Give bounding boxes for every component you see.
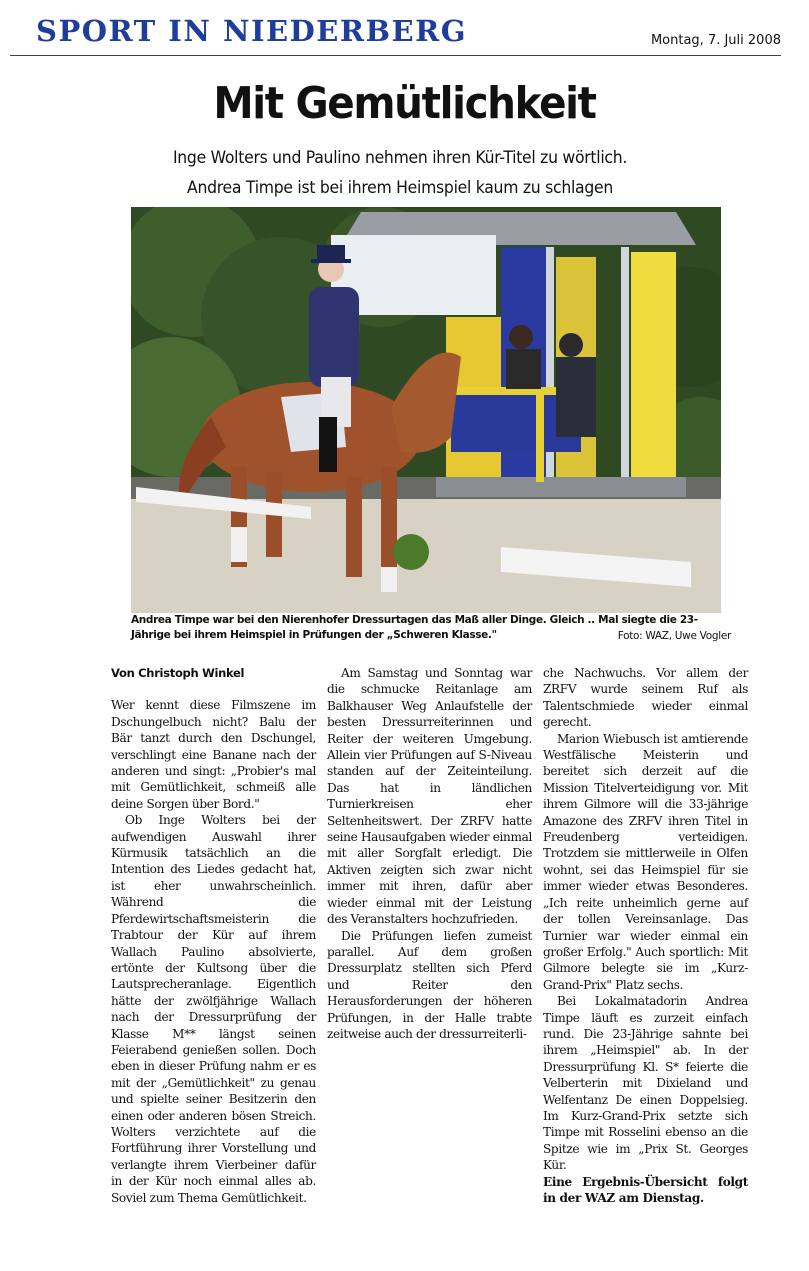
header-rule xyxy=(10,55,781,56)
article-closing-note: Eine Ergebnis-Übersicht folgt in der WAZ am Dienstag. xyxy=(543,1174,748,1205)
article-paragraph: Bei Lokalmatadorin Andrea Timpe läuft es zurzeit einfach rund. Die 23-Jährige sahnte bei ihrem „Heimspiel" ab. In der Dressurprüfung Kl. S* feierte die Velberterin mit Dixieland und Welfentanz De einen Doppelsieg. Im Kurz-Grand-Prix setzte sich Timpe mit Rosselini ebenso an die Spitze wie im „Prix St. Georges Kür. xyxy=(543,994,748,1173)
article-column-3 xyxy=(543,665,748,1206)
article-paragraph: Wer kennt diese Filmszene im Dschungelbuch nicht? Balu der Bär tanzt durch den Dschungel, verschlingt eine Banane nach der anderen und singt: „Probier's mal mit Gemütlichkeit, schmeiß alle deine Sorgen über Bord." xyxy=(111,698,316,811)
article-subhead-line2: Andrea Timpe ist bei ihrem Heimspiel kaum zu schlagen xyxy=(187,178,613,198)
photo-credit: Foto: WAZ, Uwe Vogler xyxy=(617,630,731,642)
photo-caption: Andrea Timpe war bei den Nierenhofer Dressurtagen das Maß aller Dinge. Gleich .. Mal siegte die 23-Jährige bei ihrem Heimspiel in Prüfungen der „Schweren Klasse." xyxy=(131,614,698,641)
article-paragraph: Am Samstag und Sonntag war die schmucke Reitanlage am Balkhauser Weg Anlaufstelle der besten Dressurreiterinnen und Reiter der weiteren Umgebung. Allein vier Prüfungen auf S-Niveau standen auf der Zeiteinteilung. Das hat in ländlichen Turnierkreisen eher Seltenheitswert. Der ZRFV hatte seine Hausaufgaben wieder einmal mit aller Sorgfalt erledigt. Die Aktiven zeigten sich zwar nicht immer mit ihren, dafür aber wieder einmal mit der Leistung des Veranstalters hochzufrieden. xyxy=(327,666,532,927)
article-headline: Mit Gemütlichkeit xyxy=(213,78,596,129)
publication-date: Montag, 7. Juli 2008 xyxy=(650,33,781,48)
article-paragraph: che Nachwuchs. Vor allem der ZRFV wurde seinem Ruf als Talentschmiede wieder einmal gerecht. xyxy=(543,666,748,730)
article-photo xyxy=(131,207,721,613)
article-subhead-line1: Inge Wolters und Paulino nehmen ihren Kür-Titel zu wörtlich. xyxy=(172,148,628,168)
article-paragraph: Marion Wiebusch ist amtierende Westfälische Meisterin und bereitet sich derzeit auf die Mission Titelverteidigung vor. Mit ihrem Gilmore will die 33-jährige Amazone des ZRFV ihren Titel in Freudenberg verteidigen. Trotzdem sie mittlerweile in Olfen wohnt, sei das Heimspiel für sie immer wieder etwas Besonderes. „Ich reite unheimlich gerne auf der tollen Vereinsanlage. Das Turnier war wieder einmal ein großer Erfolg." Auch sportlich: Mit Gilmore belegte sie im „Kurz-Grand-Prix" Platz sechs. xyxy=(543,731,748,992)
section-masthead: SPORT IN NIEDERBERG xyxy=(36,14,467,48)
article-byline: Von Christoph Winkel xyxy=(111,666,245,680)
article-column-2 xyxy=(327,665,532,1042)
article-column-1 xyxy=(111,665,316,1206)
article-paragraph: Die Prüfungen liefen zumeist parallel. Auf dem großen Dressurplatz stellten sich Pferd und Reiter den Herausforderungen der höheren Prüfungen, in der Halle trabte zeitweise auch der dressurreiterli- xyxy=(327,928,532,1041)
article-paragraph: Ob Inge Wolters bei der aufwendigen Auswahl ihrer Kürmusik tatsächlich an die Intention des Liedes gedacht hat, ist eher unwahrscheinlich. Während die Pferdewirtschaftsmeisterin die Trabtour der Kür auf ihrem Wallach Paulino absolvierte, ertönte der Kultsong über die Lautsprecheranlage. Eigentlich hätte der zwölfjährige Wallach nach der Dressurprüfung der Klasse M** längst seinen Feierabend genießen sollen. Doch eben in dieser Prüfung nahm er es mit der „Gemütlichkeit" zu genau und spielte seiner Besitzerin den einen oder anderen bösen Streich. Wolters verzichtete auf die Fortführung ihrer Vorstellung und verlangte ihrem Vierbeiner dafür in der Kür noch einmal alles ab. Soviel zum Thema Gemütlichkeit. xyxy=(111,813,316,1205)
dressage-photo-illustration xyxy=(131,207,721,613)
